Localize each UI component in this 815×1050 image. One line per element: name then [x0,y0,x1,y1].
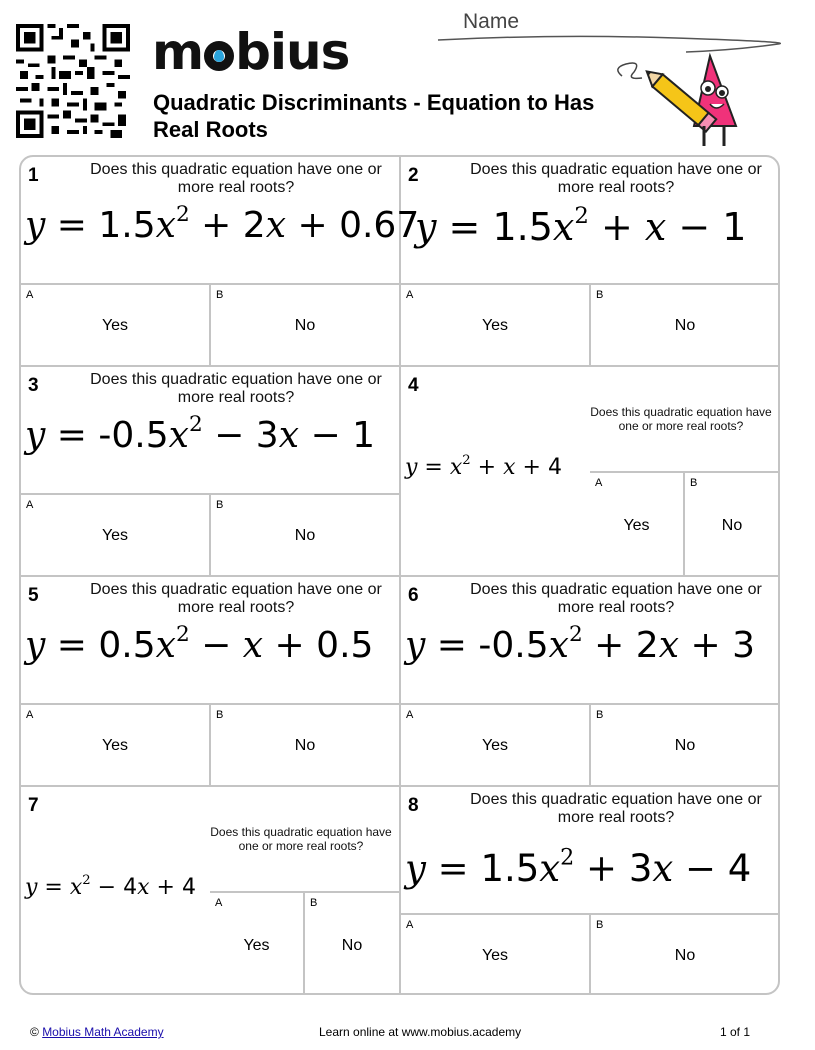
option-letter: A [26,499,34,511]
option-letter: B [596,919,604,931]
answer-b-button[interactable] [211,495,399,577]
option-letter: A [215,897,223,909]
answer-b-button[interactable] [211,705,399,787]
problem-card [401,787,780,995]
option-value: Yes [101,737,129,754]
footer-copyright [30,1025,164,1039]
problem-grid [19,155,780,995]
answer-a-button[interactable] [21,495,211,577]
answer-options [210,891,399,995]
const-c: 4 [181,875,196,900]
equation: $y = -0.5x^2 + 2x + 3$ [405,621,755,666]
option-value: Yes [481,317,509,334]
question-text: Does this quadratic equation have one or more real roots? [470,161,762,196]
answer-a-button[interactable] [21,705,211,787]
coef-a: 1.5 [480,847,540,890]
coef-b: 4 [123,875,138,900]
option-letter: B [216,499,224,511]
problem-number: 5 [28,585,39,606]
pencil-mascot-icon [612,46,742,156]
answer-b-button[interactable] [591,705,779,787]
answer-b-button[interactable] [211,285,399,367]
answer-options [401,913,779,995]
option-value: No [721,517,743,534]
equation: $y = x^2 - 4x + 4$ [25,873,196,900]
answer-options [401,703,779,787]
coef-b: 3 [255,415,279,456]
problem-card [21,577,401,787]
answer-b-button[interactable] [685,473,779,577]
option-value: No [674,737,696,754]
answer-options [21,493,399,577]
coef-b: 3 [628,847,653,890]
answer-a-button[interactable] [401,285,591,367]
answer-options [401,283,779,367]
const-c: 4 [547,455,562,480]
equation: $y = 0.5x^2 - x + 0.5$ [25,621,374,666]
qr-code [16,24,130,138]
answer-a-button[interactable] [401,705,591,787]
question-text: Does this quadratic equation have one or more real roots? [90,161,382,196]
answer-a-button[interactable] [21,285,211,367]
equation: $y = x^2 + x + 4$ [405,453,562,480]
problem-number: 6 [408,585,419,606]
answer-options [21,283,399,367]
problem-number: 3 [28,375,39,396]
problem-card [21,157,420,367]
question-text: Does this quadratic equation have one or more real roots? [590,405,772,433]
logo-drop-icon [204,41,234,71]
option-value: Yes [243,937,270,954]
question-text: Does this quadratic equation have one or more real roots? [90,371,382,406]
option-letter: A [406,919,414,931]
option-letter: B [596,289,604,301]
problem-card [21,787,401,995]
option-letter: B [690,477,698,489]
const-c: 1 [722,205,747,249]
answer-a-button[interactable] [210,893,305,995]
option-letter: B [216,709,224,721]
problem-number: 8 [408,795,419,816]
answer-a-button[interactable] [590,473,685,577]
copyright-symbol: © [30,1025,39,1039]
answer-b-button[interactable] [305,893,399,995]
option-value: Yes [481,947,509,964]
question-text: Does this quadratic equation have one or more real roots? [470,791,762,826]
answer-options [21,703,399,787]
problem-number: 7 [28,795,39,816]
equation: $y = 1.5x^2 + 3x - 4$ [405,844,752,890]
name-label: Name [463,10,520,33]
coef-a: -0.5 [478,625,549,666]
page-title: Quadratic Discriminants - Equation to Has Real Roots [153,90,595,142]
question-text: Does this quadratic equation have one or more real roots? [470,581,762,616]
option-letter: B [310,897,318,909]
answer-b-button[interactable] [591,915,779,995]
option-value: Yes [101,527,129,544]
copyright-link[interactable]: Mobius Math Academy [42,1025,164,1039]
option-letter: A [406,709,414,721]
option-value: No [341,937,363,954]
problem-number: 2 [408,165,419,186]
page-number: 1 of 1 [720,1025,751,1039]
coef-b: 2 [242,205,266,246]
coef-a: 1.5 [492,205,553,249]
option-letter: A [26,289,34,301]
question-text: Does this quadratic equation have one or more real roots? [210,825,392,853]
equation: $y = -0.5x^2 - 3x - 1$ [25,411,375,456]
equation: $y = 1.5x^2 + 2x + 0.67$ [25,201,420,246]
coef-a: 1.5 [98,205,156,246]
problem-number: 4 [408,375,419,396]
option-value: Yes [101,317,129,334]
footer-center: Learn online at www.mobius.academy [319,1025,522,1039]
coef-a: -0.5 [98,415,169,456]
const-c: 0.5 [316,625,374,666]
option-letter: A [595,477,603,489]
option-value: Yes [623,517,650,534]
problem-card [21,367,401,577]
option-value: No [294,737,316,754]
problem-card [401,367,780,577]
option-value: No [294,317,316,334]
option-letter: B [596,709,604,721]
equation: $y = 1.5x^2 + x - 1$ [415,202,747,249]
answer-options [590,471,779,577]
option-letter: A [26,709,34,721]
option-value: No [674,947,696,964]
problem-number: 1 [28,165,39,186]
const-c: 3 [732,625,755,666]
option-letter: B [216,289,224,301]
const-c: 4 [727,847,752,890]
answer-b-button[interactable] [591,285,779,367]
const-c: 0.67 [339,205,420,246]
option-letter: A [406,289,414,301]
option-value: Yes [481,737,509,754]
question-text: Does this quadratic equation have one or more real roots? [90,581,382,616]
option-value: No [674,317,696,334]
coef-b: 2 [635,625,659,666]
problem-card [401,577,780,787]
coef-a: 0.5 [98,625,156,666]
const-c: 1 [352,415,375,456]
option-value: No [294,527,316,544]
brand-logo: m bius [152,23,350,81]
answer-a-button[interactable] [401,915,591,995]
problem-card [401,157,780,367]
